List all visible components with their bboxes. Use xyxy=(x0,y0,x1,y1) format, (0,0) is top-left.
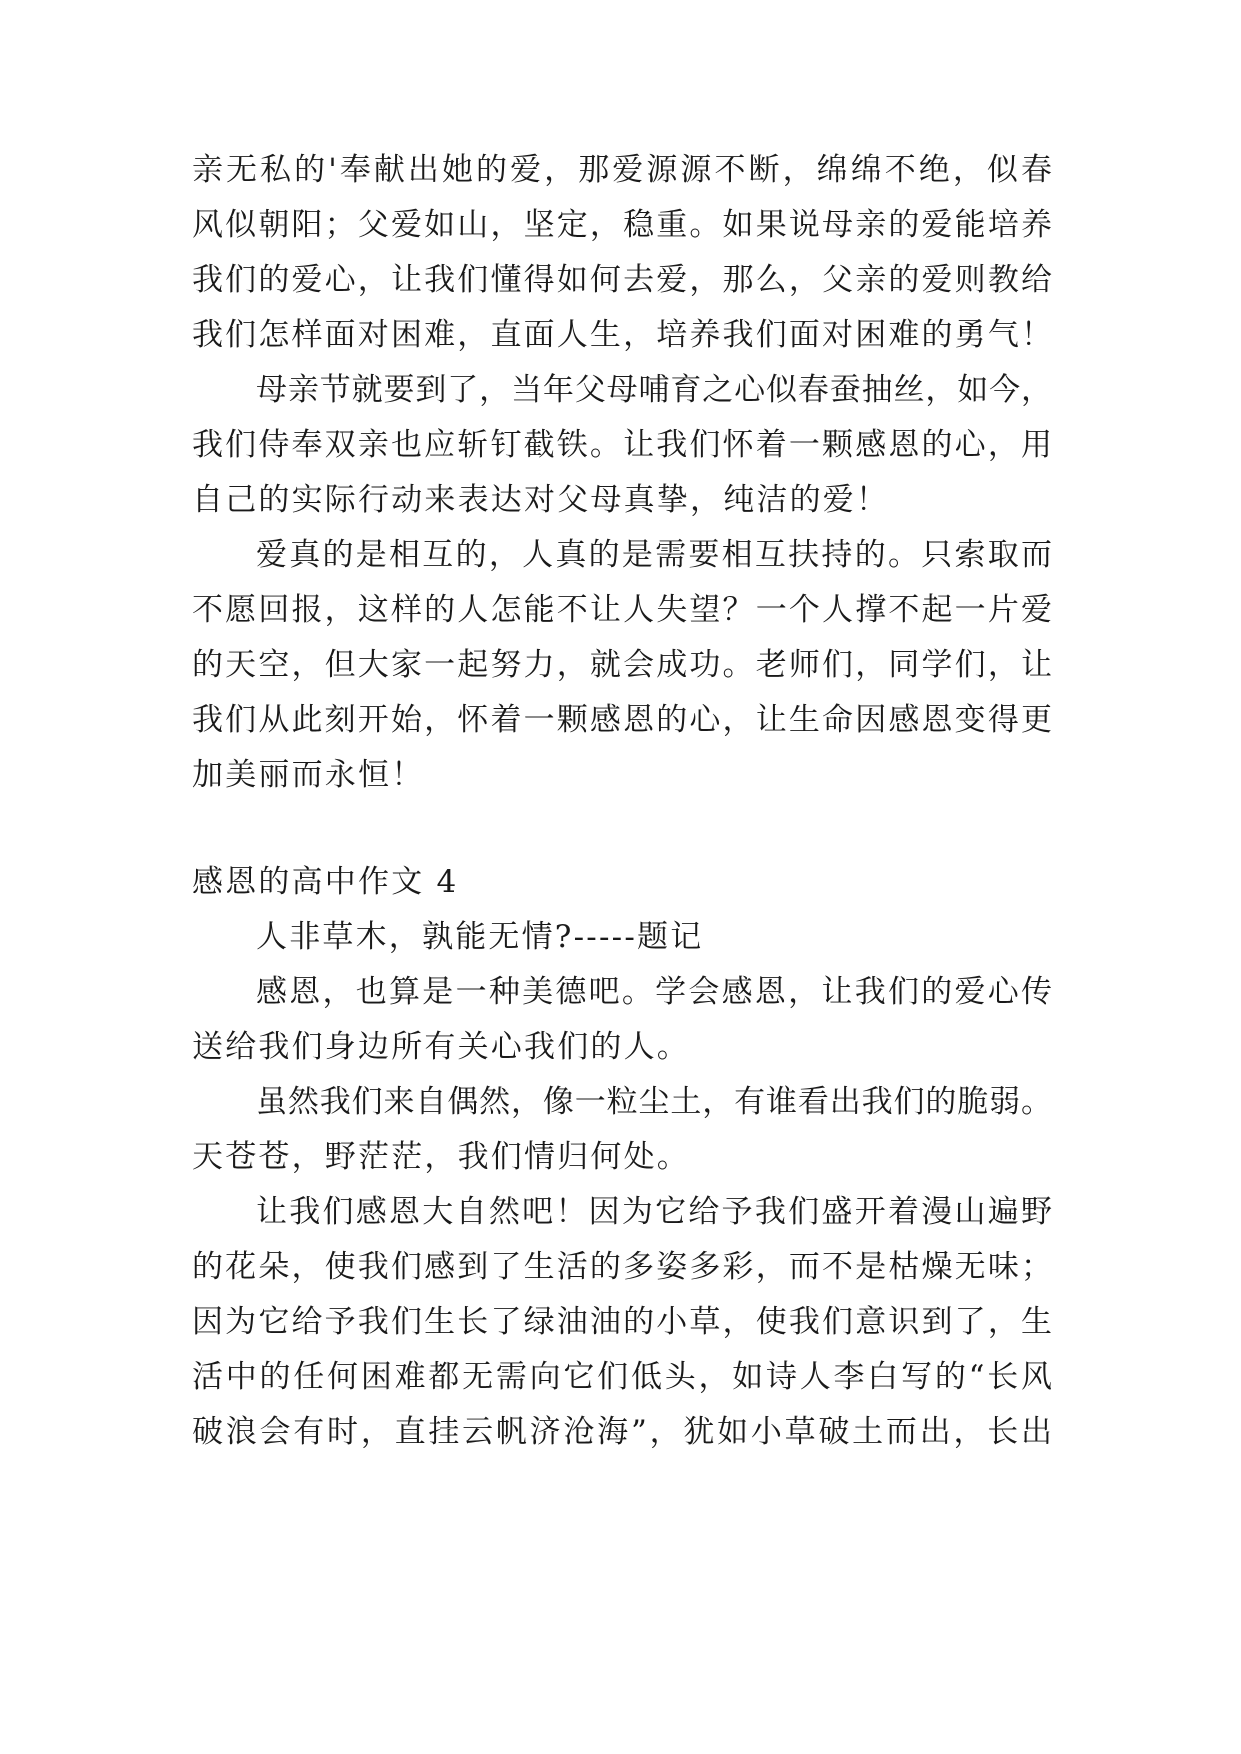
text-line: 亲无私的'奉献出她的爱，那爱源源不断，绵绵不绝，似春 xyxy=(192,152,1052,188)
text-line: 我们怎样面对困难，直面人生，培养我们面对困难的勇气！ xyxy=(192,317,1052,353)
text-line: 我们的爱心，让我们懂得如何去爱，那么，父亲的爱则教给 xyxy=(192,262,1052,298)
text-line: 的花朵，使我们感到了生活的多姿多彩，而不是枯燥无味； xyxy=(192,1249,1052,1285)
text-line: 风似朝阳；父爱如山，坚定，稳重。如果说母亲的爱能培养 xyxy=(192,207,1052,243)
text-line: 爱真的是相互的，人真的是需要相互扶持的。只索取而 xyxy=(256,537,1052,573)
text-line: 天苍苍，野茫茫，我们情归何处。 xyxy=(192,1139,690,1175)
text-line: 我们从此刻开始，怀着一颗感恩的心，让生命因感恩变得更 xyxy=(192,702,1052,738)
text-line: 破浪会有时，直挂云帆济沧海”，犹如小草破土而出，长出 xyxy=(192,1414,1052,1450)
text-line: 让我们感恩大自然吧！因为它给予我们盛开着漫山遍野 xyxy=(256,1194,1052,1230)
text-line: 的天空，但大家一起努力，就会成功。老师们，同学们，让 xyxy=(192,647,1052,683)
text-line: 送给我们身边所有关心我们的人。 xyxy=(192,1029,690,1065)
text-line: 感恩，也算是一种美德吧。学会感恩，让我们的爱心传 xyxy=(256,974,1052,1010)
text-line: 母亲节就要到了，当年父母哺育之心似春蚕抽丝，如今， xyxy=(256,372,1052,408)
text-line: 因为它给予我们生长了绿油油的小草，使我们意识到了，生 xyxy=(192,1304,1052,1340)
text-line: 我们侍奉双亲也应斩钉截铁。让我们怀着一颗感恩的心，用 xyxy=(192,427,1052,463)
text-line: 活中的任何困难都无需向它们低头，如诗人李白写的“长风 xyxy=(192,1359,1052,1395)
section-heading: 感恩的高中作文 4 xyxy=(192,864,459,900)
epigraph: 人非草木，孰能无情?-----题记 xyxy=(256,919,704,955)
text-line: 自己的实际行动来表达对父母真挚，纯洁的爱！ xyxy=(192,482,890,518)
text-line: 不愿回报，这样的人怎能不让人失望？一个人撑不起一片爱 xyxy=(192,592,1052,628)
text-line: 加美丽而永恒！ xyxy=(192,757,425,793)
text-line: 虽然我们来自偶然，像一粒尘土，有谁看出我们的脆弱。 xyxy=(256,1084,1052,1120)
